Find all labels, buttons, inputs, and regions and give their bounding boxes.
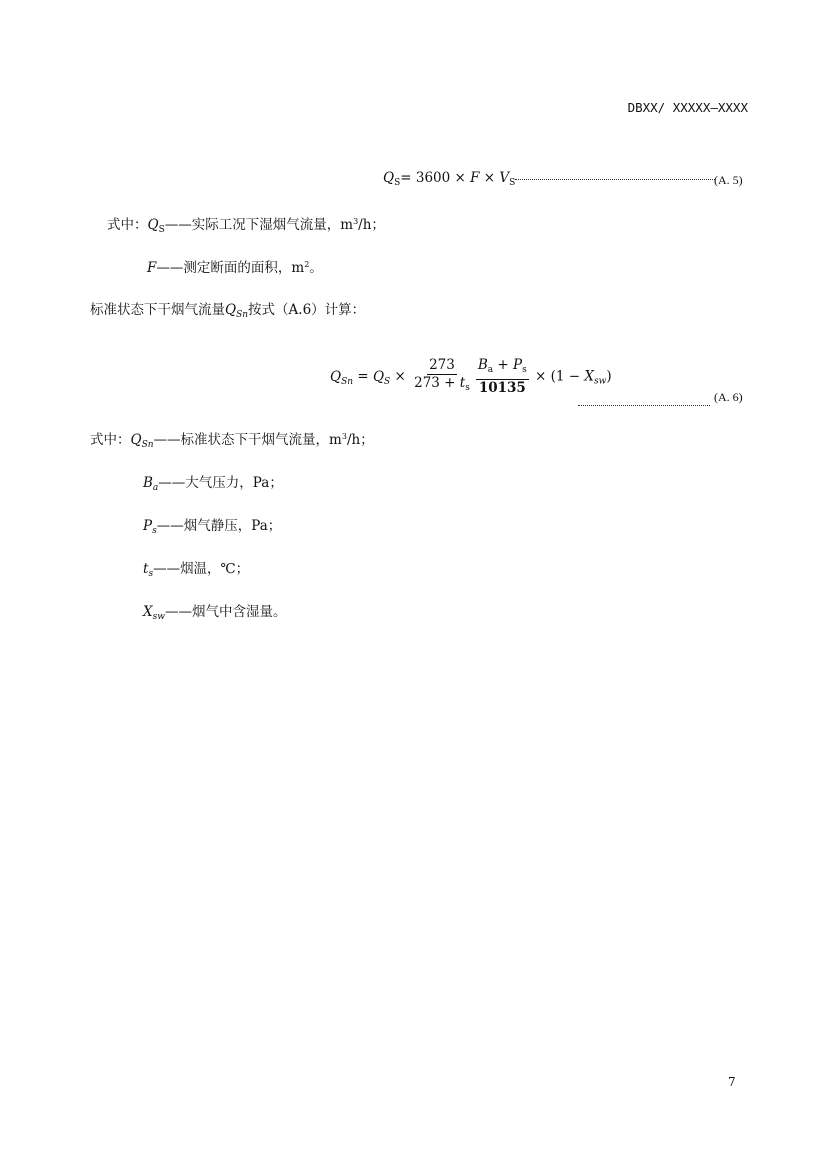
where-line: 式中：$Q_S——$实际工况下湿烟气流量，$m^3/h$；: [107, 217, 385, 235]
where-line: $P_s——$烟气静压，Pa；: [143, 518, 282, 536]
where-line: F——测定断面的面积，$m^2$。: [147, 260, 323, 276]
equation-number: (A. 5): [714, 173, 743, 187]
eq-symbol: $Q_S$: [383, 170, 401, 188]
where-line: $t_s——$烟温，℃；: [143, 561, 250, 579]
intro-paragraph: 标准状态下干烟气流量$Q_{Sn}$按式（A.6）计算：: [90, 302, 366, 320]
where-line: $B_a——$大气压力，Pa；: [143, 475, 283, 493]
where-line: $X_{sw}——$烟气中含湿量。: [143, 604, 287, 622]
eq-symbol: F: [470, 170, 480, 186]
where-line: 式中：$Q_{Sn}——$标准状态下干烟气流量，$m^3/h$；: [90, 432, 374, 450]
eq-symbol: $V_S$: [499, 170, 516, 188]
fraction-temperature: $\frac{273}{273 + t_s}$: [414, 357, 470, 393]
equation-a5: [383, 170, 715, 188]
document-code-header: DBXX/ XXXXX—XXXX: [627, 100, 748, 115]
equation-a6: $Q_{Sn} = Q_S$ × $\frac{273}{273 + t_s}$ $\frac{B_a + P_s}{10135}$ × $(1 - X_{sw})$: [330, 357, 612, 396]
eq-text: = 3600 ×: [400, 170, 471, 186]
eq-text: ×: [479, 170, 500, 186]
leader-dots: [515, 178, 715, 180]
leader-dots: [578, 396, 710, 412]
equation-number: (A. 6): [714, 390, 743, 404]
page-number: 7: [728, 1075, 736, 1089]
fraction-pressure: $\frac{B_a + P_s}{10135}$: [477, 357, 527, 396]
